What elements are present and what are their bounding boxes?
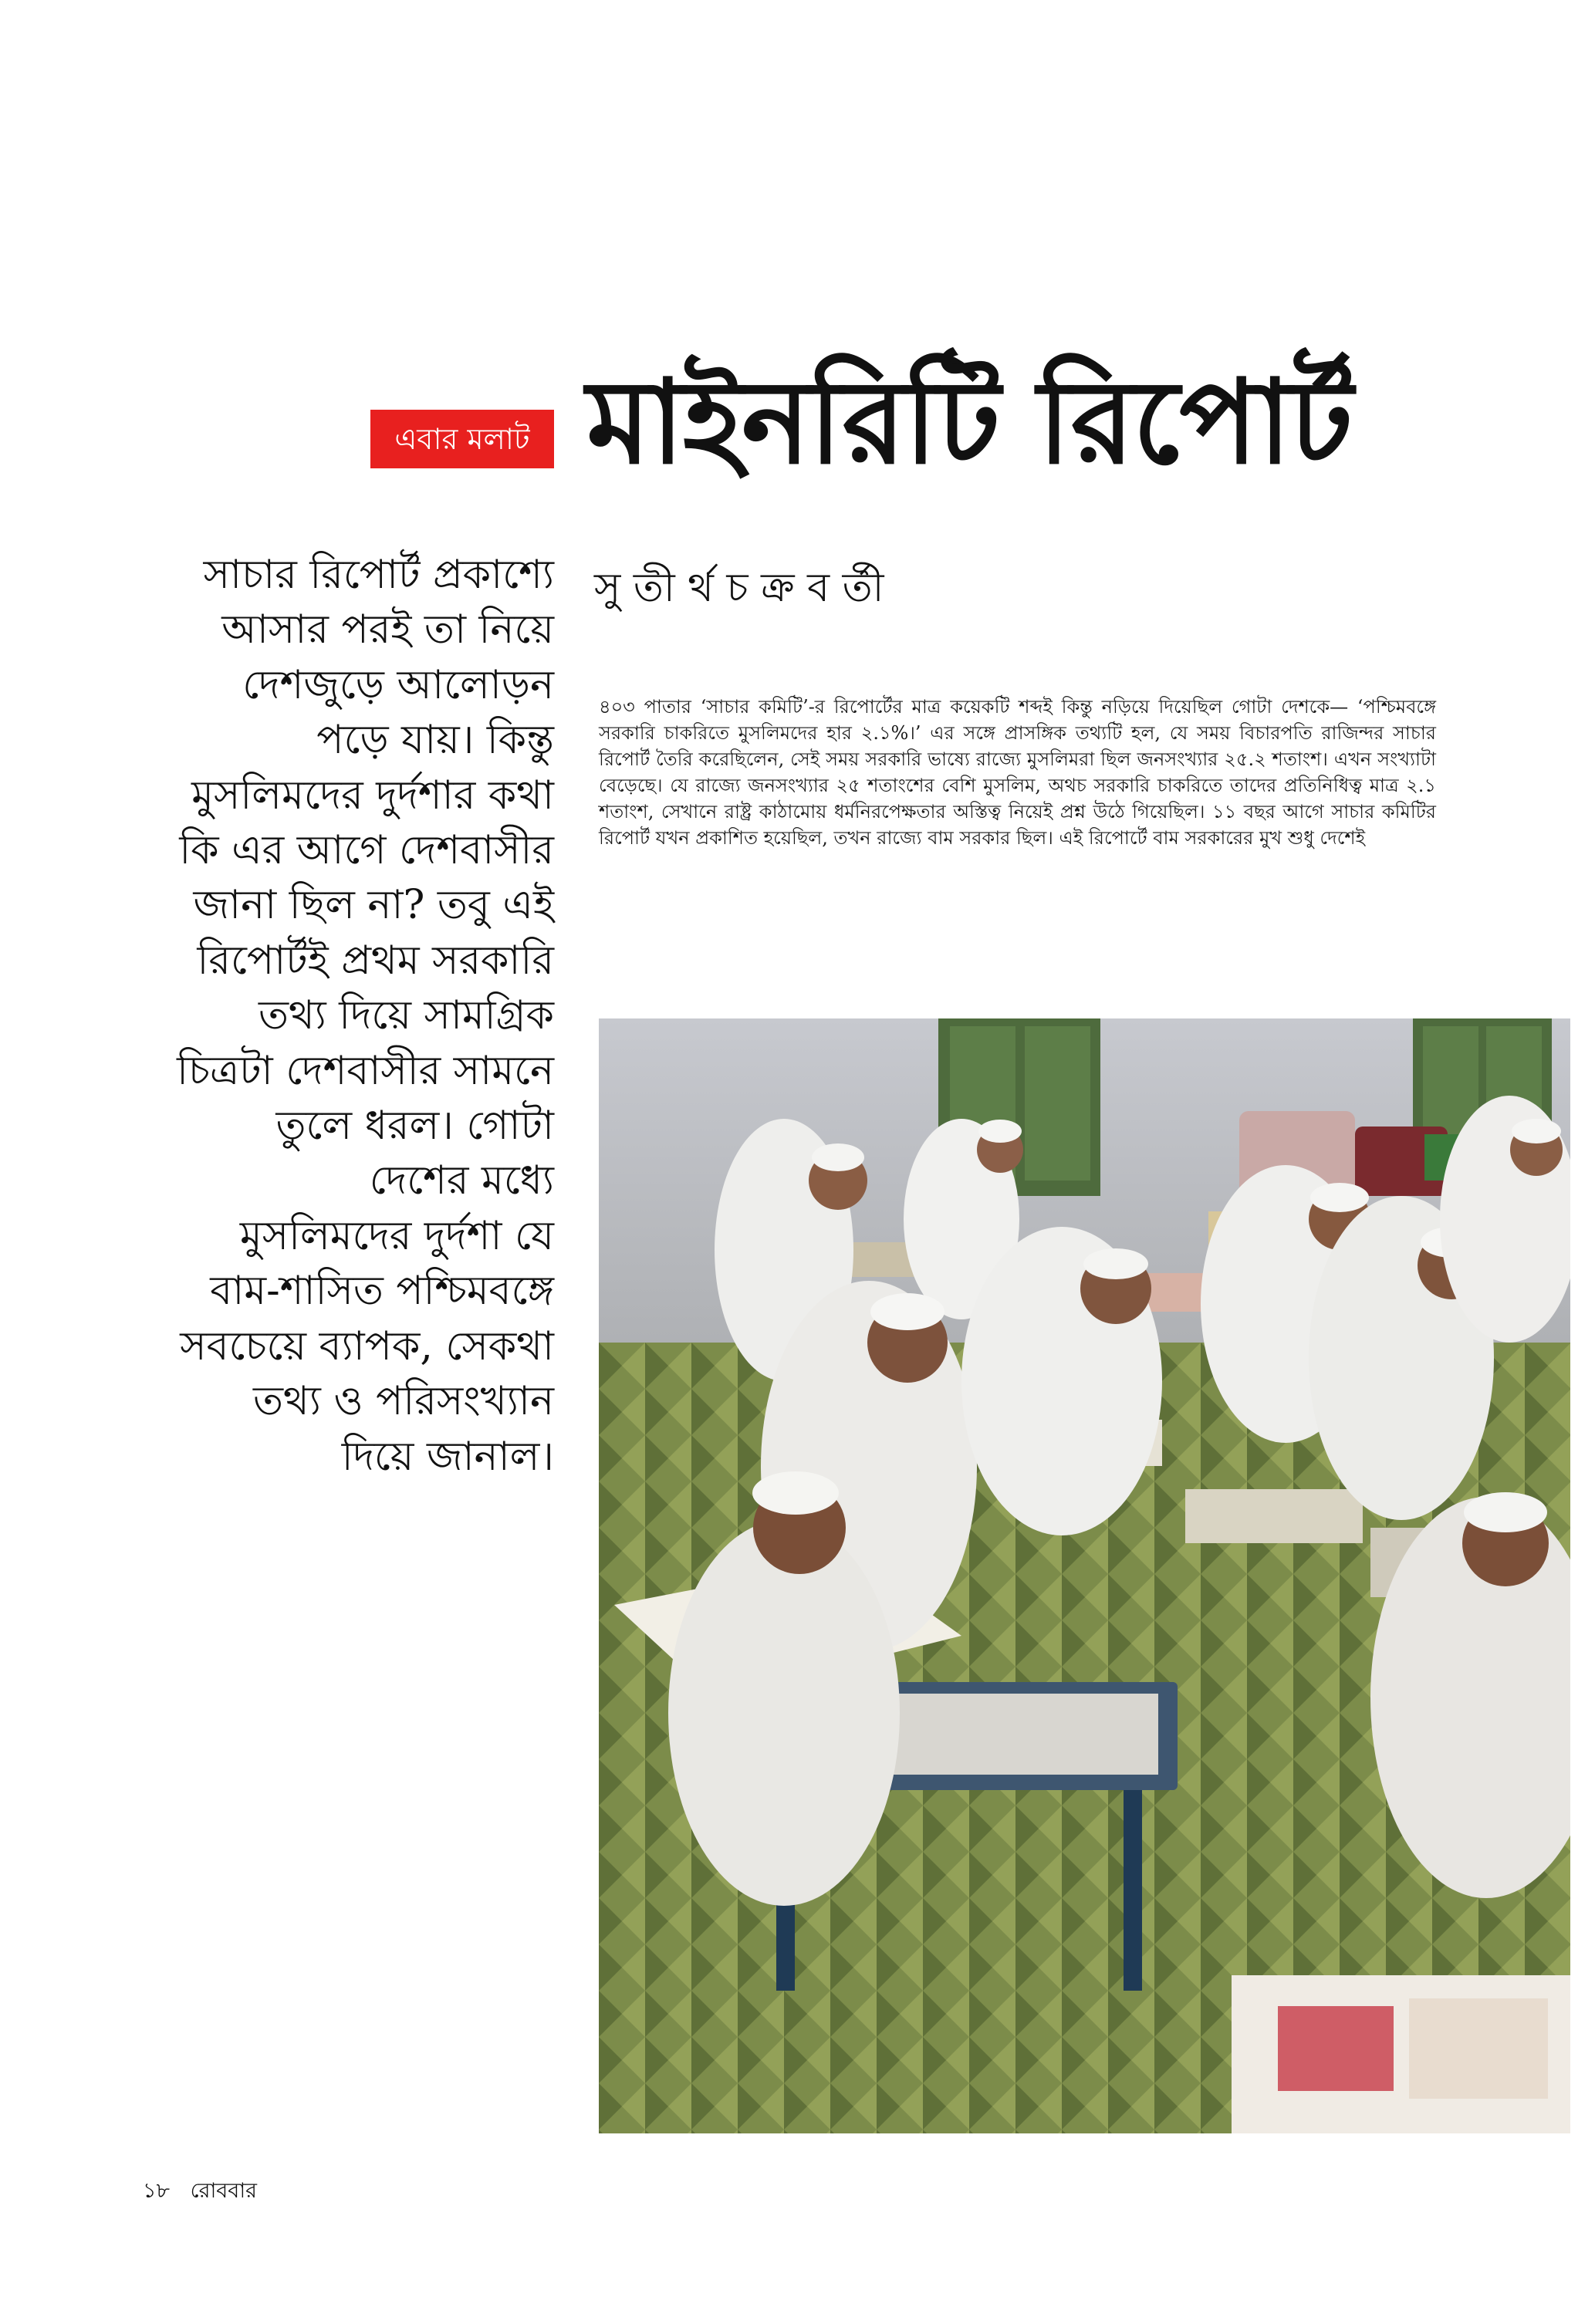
pull-quote-line: জানা ছিল না? তবু এই [193, 882, 554, 929]
publication-name: রোববার [190, 2179, 258, 2203]
pull-quote [131, 548, 554, 1485]
pull-quote-line: আসার পরই তা নিয়ে [221, 606, 554, 654]
pull-quote-line: দেশের মধ্যে [369, 1157, 554, 1204]
headline: মাইনরিটি রিপোর্ট [586, 356, 1352, 490]
byline: সু তী র্থ চ ক্র ব র্তী [594, 565, 884, 611]
pull-quote-line: বাম-শাসিত পশ্চিমবঙ্গে [210, 1268, 554, 1315]
pull-quote-line: চিত্রটা দেশবাসীর সামনে [177, 1047, 554, 1094]
pull-quote-line: তথ্য ও পরিসংখ্যান [253, 1378, 554, 1425]
pull-quote-line: পড়ে যায়। কিন্তু [316, 717, 554, 764]
article-body: ৪০৩ পাতার ‘সাচার কমিটি’-র রিপোর্টের মাত্র কয়েকটি শব্দই কিন্তু নড়িয়ে দিয়েছিল গোটা দেশকে— ‘পশ্চিমবঙ্গে সরকারি চাকরিতে মুসলিমদের হার ২.১%।’ এর সঙ্গে প্রাসঙ্গিক তথ্যটি হল, যে সময় বিচারপতি রাজিন্দর সাচার রিপোর্ট তৈরি করেছিলেন, সেই সময় সরকারি ভাষ্যে রাজ্যে মুসলিমরা ছিল জনসংখ্যার ২৫.২ শতাংশ। এখন সংখ্যাটা বেড়েছে। যে রাজ্যে জনসংখ্যার ২৫ শতাংশের বেশি মুসলিম, অথচ সরকারি চাকরিতে তাদের প্রতিনিধিত্ব মাত্র ২.১ শতাংশ, সেখানে রাষ্ট্র কাঠামোয় ধর্মনিরপেক্ষতার অস্তিত্ব নিয়েই প্রশ্ন উঠে গিয়েছিল। ১১ বছর আগে সাচার কমিটির রিপোর্ট যখন প্রকাশিত হয়েছিল, তখন রাজ্যে বাম সরকার ছিল। এই রিপোর্টে বাম সরকারের মুখ শুধু দেশেই [599, 696, 1436, 849]
pull-quote-line: মুসলিমদের দুর্দশার কথা [191, 772, 554, 819]
page-footer [143, 2176, 271, 2207]
article-photo [599, 1018, 1570, 2133]
pull-quote-line: সাচার রিপোর্ট প্রকাশ্যে [203, 552, 554, 598]
pull-quote-line: তুলে ধরল। গোটা [275, 1103, 554, 1150]
pull-quote-line: দেশজুড়ে আলোড়ন [242, 661, 554, 708]
pull-quote-line: তথ্য দিয়ে সামগ্রিক [258, 992, 554, 1039]
page-number: ১৮ [143, 2179, 171, 2203]
pull-quote-line: সবচেয়ে ব্যাপক, সেকথা [180, 1322, 554, 1370]
pull-quote-line: রিপোর্টই প্রথম সরকারি [197, 937, 554, 984]
section-tag: এবার মলাট [370, 410, 554, 468]
pull-quote-line: মুসলিমদের দুর্দশা যে [239, 1212, 554, 1259]
pull-quote-line: দিয়ে জানাল। [341, 1433, 554, 1480]
pull-quote-line: কি এর আগে দেশবাসীর [179, 827, 554, 874]
